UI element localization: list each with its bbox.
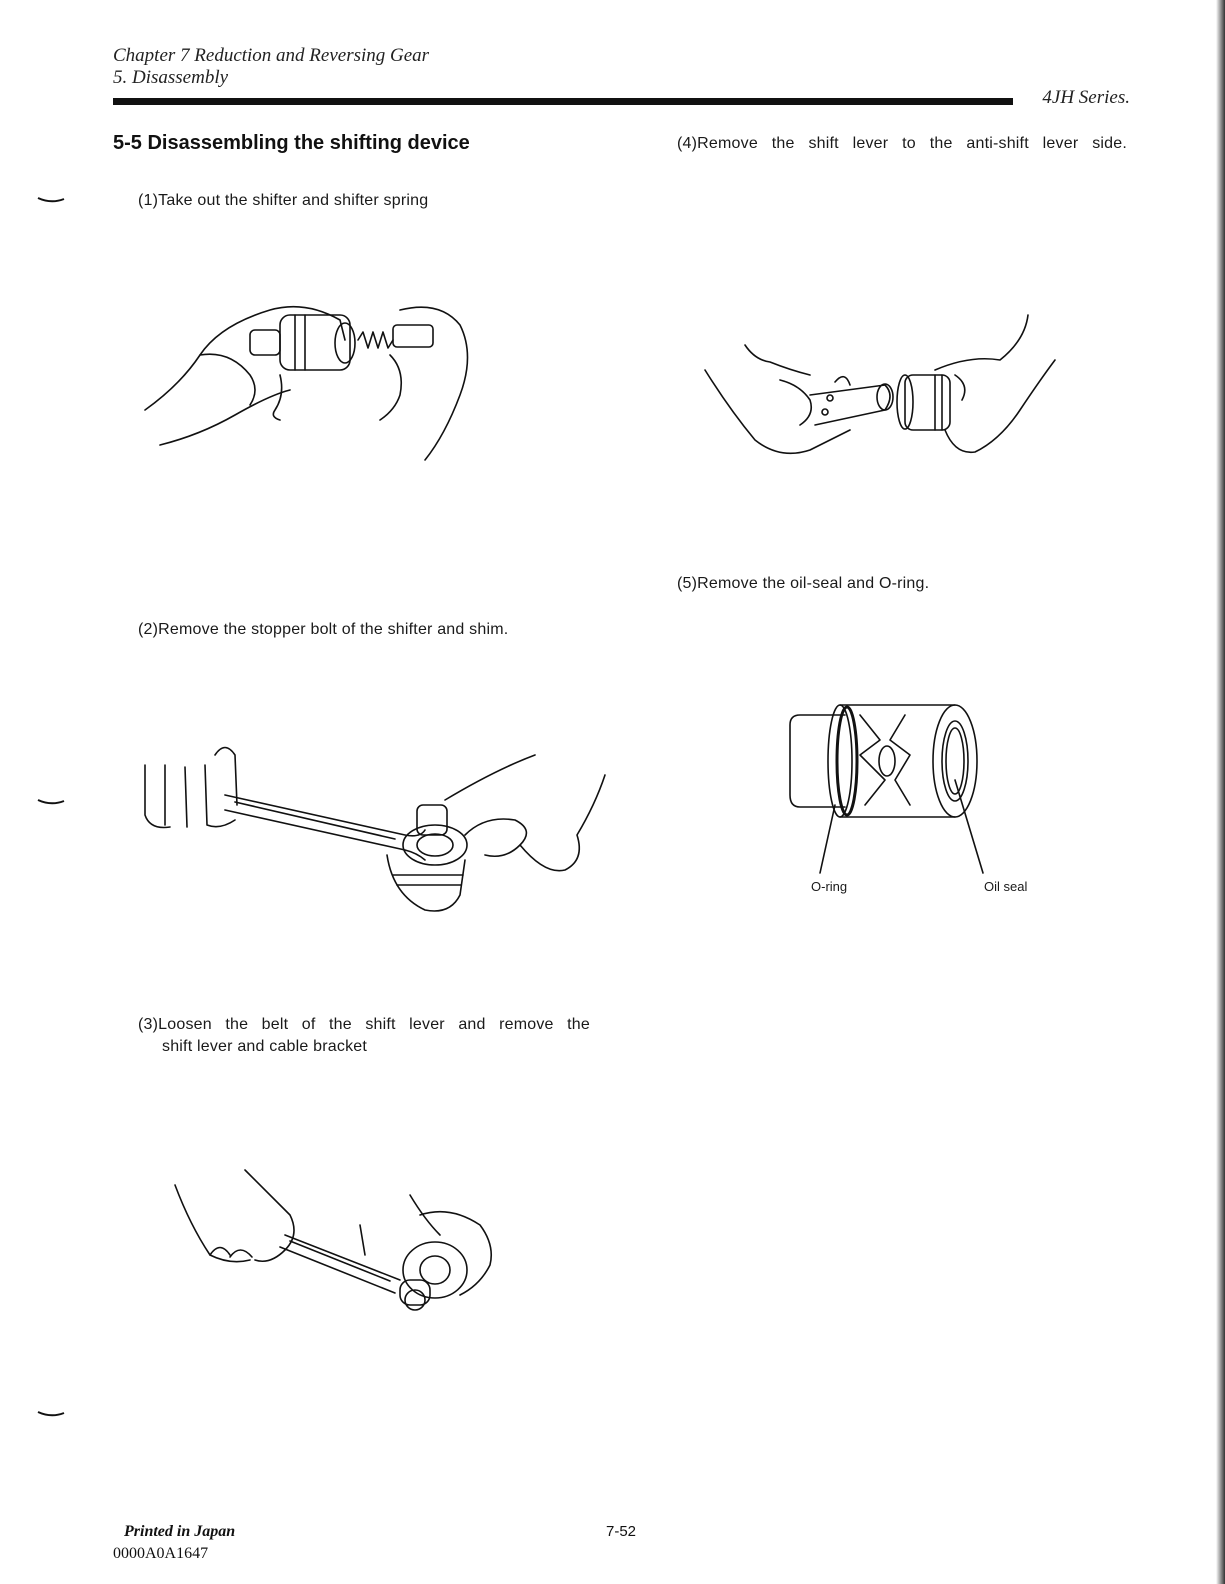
- step-3-text-line1: (3)Loosen the belt of the shift lever and remove the: [138, 1016, 590, 1033]
- o-ring-label: O-ring: [811, 879, 848, 894]
- figure-shift-lever-removal: [170, 1165, 510, 1325]
- figure-shifter-removal: [140, 295, 480, 465]
- margin-mark: [36, 1410, 66, 1420]
- margin-mark: [36, 798, 66, 808]
- chapter-heading: Chapter 7 Reduction and Reversing Gear: [113, 45, 430, 66]
- step-5-text: (5)Remove the oil-seal and O-ring.: [677, 575, 930, 592]
- step-2-text: (2)Remove the stopper bolt of the shifter and shim.: [138, 621, 509, 638]
- margin-mark: [36, 196, 66, 206]
- step-1-text: (1)Take out the shifter and shifter spring: [138, 192, 429, 209]
- oil-seal-label: Oil seal: [984, 879, 1028, 894]
- section-heading: 5. Disassembly: [113, 67, 229, 88]
- figure-oil-seal-o-ring: [785, 695, 985, 880]
- header-rule: [113, 98, 1013, 105]
- figure-shift-lever-side-removal: [700, 300, 1060, 465]
- scan-edge-shadow: [1216, 0, 1225, 1584]
- footer-printed: Printed in Japan: [124, 1523, 236, 1540]
- footer-code: 0000A0A1647: [113, 1545, 209, 1562]
- section-title: 5-5 Disassembling the shifting device: [113, 132, 470, 154]
- step-4-text: (4)Remove the shift lever to the anti-shift lever side.: [677, 135, 1127, 152]
- series-label: 4JH Series.: [1042, 87, 1130, 108]
- figure-stopper-bolt-removal: [125, 735, 615, 920]
- page-number: 7-52: [606, 1523, 637, 1540]
- step-3-text-line2: shift lever and cable bracket: [162, 1038, 368, 1055]
